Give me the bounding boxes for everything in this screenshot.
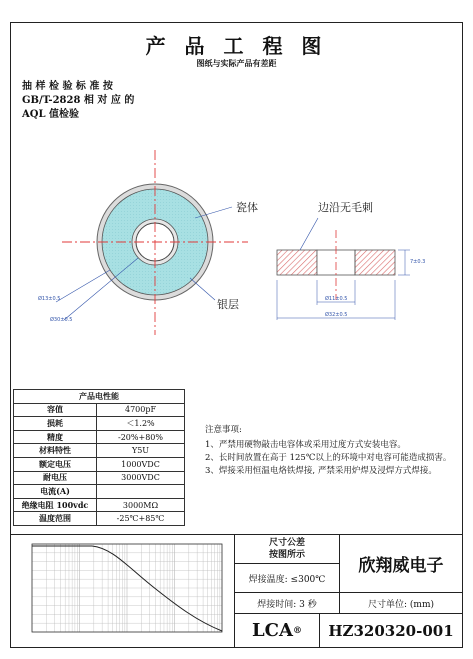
page-title: 产 品 工 程 图 [145,34,328,58]
dim-thickness: 7±0.3 [410,259,426,265]
label-silver: 银层 [217,298,239,311]
precautions-notes [205,424,453,478]
table-row: 容值 4700pF [14,403,185,417]
part-number: HZ320320-001 [319,613,463,648]
side-left-section [277,250,317,275]
solder-time-cell: 焊接时间: 3 秒 [234,592,340,614]
dim-outer: Ø13±0.5 [38,296,61,302]
table-row: 材料特性 Y5U [14,444,185,458]
table-row: 耐电压 3000VDC [14,471,185,485]
note-item: 3、焊接采用恒温电烙铁焊接, 严禁采用炉焊及浸焊方式焊接。 [205,466,437,476]
table-row: 精度 -20%+80% [14,430,185,444]
label-ceramic: 瓷体 [236,201,258,214]
table-row: 电流(A) [14,485,185,499]
note-item: 2、长时间放置在高于 125℃以上的环境中对电容可能造成损害。 [205,453,452,463]
page-subtitle: 图纸与实际产品有差距 [196,58,277,68]
table-row: 温度范围 -25℃+85℃ [14,512,185,526]
temperature-characteristic-graph [12,536,232,646]
aql-line-3: AQL 值检验 [22,109,79,120]
properties-table [13,389,185,526]
brand-logo: LCA ® [234,613,320,648]
notes-title: 注意事项: [205,425,242,435]
aql-line-2: GB/T-2828 相 对 应 的 [22,95,135,106]
note-item: 1、严禁用硬物敲击电容体或采用过度方式安装电容。 [205,440,406,450]
unit-cell: 尺寸单位: (mm) [339,592,463,614]
dim-inner-hole: Ø30±0.5 [50,317,73,323]
table-row: 绝缘电阻 100vdc 3000MΩ [14,498,185,512]
aql-line-1: 抽 样 检 验 标 准 按 [22,81,113,92]
side-right-section [355,250,395,275]
company-name: 欣翔威电子 [339,534,463,593]
dim-outer-side: Ø32±0.5 [325,312,348,318]
properties-heading: 产品电性能 [14,390,185,404]
table-row: 额定电压 1000VDC [14,457,185,471]
tolerance-cell: 尺寸公差 按图所示 [234,534,340,564]
dim-hole-side: Ø11±0.5 [325,296,348,302]
label-edge: 边沿无毛刺 [318,201,373,214]
solder-temp-cell: 焊接温度: ≤300℃ [234,563,340,593]
table-row: 损耗 ＜1.2% [14,417,185,431]
